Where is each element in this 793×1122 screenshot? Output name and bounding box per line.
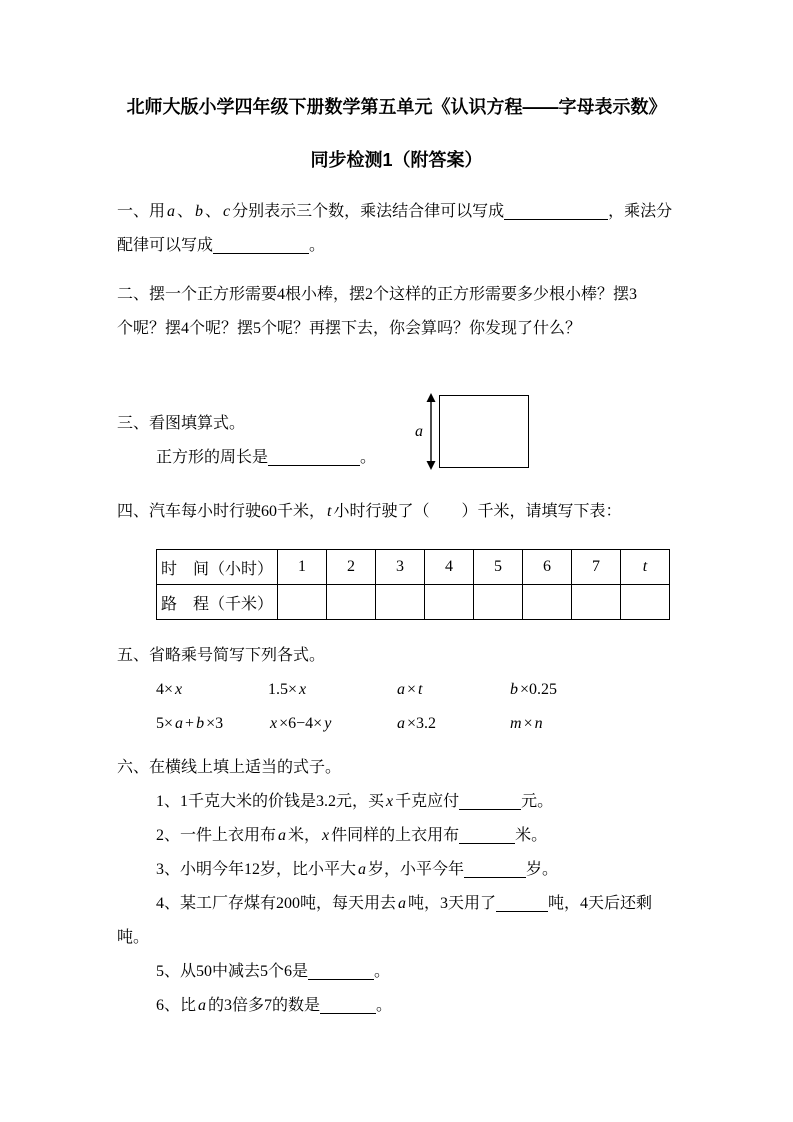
text-run: 一、用 <box>117 203 166 220</box>
text-run: + <box>185 715 195 732</box>
side-length-label: a <box>415 422 423 440</box>
text-run: 岁。 <box>526 861 559 878</box>
section-1-multiplication-laws <box>117 195 676 263</box>
answer-blank <box>459 793 521 810</box>
text-run: 4× <box>156 681 174 698</box>
answer-blank <box>504 203 608 220</box>
question-5-heading <box>117 639 676 673</box>
variable: a <box>397 681 405 698</box>
text-run: 5× <box>156 715 174 732</box>
expression-2 <box>268 673 395 707</box>
expression-3 <box>395 673 508 707</box>
text-run: 个呢？摆4个呢？摆5个呢？再摆下去，你会算吗？你发现了什么？ <box>117 320 582 337</box>
answer-blank <box>268 449 360 466</box>
time-cell: 2 <box>327 550 376 585</box>
variable: b <box>510 681 518 698</box>
question-6-heading <box>117 751 676 785</box>
variable: x <box>175 681 183 698</box>
text-run: 、 <box>205 203 222 220</box>
time-cell: 7 <box>572 550 621 585</box>
variable: b <box>196 715 205 732</box>
text-run: × <box>523 715 533 732</box>
expression-grid <box>156 673 676 741</box>
variable: x <box>299 681 307 698</box>
text-run: 四、汽车每小时行驶60千米， <box>117 503 326 520</box>
answer-cell <box>278 585 327 620</box>
text-run: 米， <box>288 827 321 844</box>
variable: m <box>510 715 522 732</box>
question-2-text <box>117 278 676 346</box>
expression-5 <box>156 707 268 741</box>
question-4-text <box>117 495 676 529</box>
time-distance-table <box>156 549 670 620</box>
variable: a <box>397 715 405 732</box>
text-run: 3、小明今年12岁，比小平大 <box>156 861 357 878</box>
expression-8 <box>508 707 676 741</box>
variable: a <box>175 715 184 732</box>
text-run: 的3倍多7的数是 <box>208 997 321 1014</box>
fill-item-6 <box>117 989 676 1023</box>
time-cell-variable: t <box>621 550 670 585</box>
time-cell: 6 <box>523 550 572 585</box>
text-run: 二、摆一个正方形需要4根小棒，摆2个这样的正方形需要多少根小棒？摆3 <box>117 286 638 303</box>
text-run: ×3 <box>206 715 224 732</box>
variable: b <box>195 203 204 220</box>
text-run: 5、从50中减去5个6是 <box>156 963 309 980</box>
answer-blank <box>496 895 548 912</box>
text-run: 件同样的上衣用布 <box>331 827 460 844</box>
title-line-2: 同步检测1（附答案） <box>310 150 483 170</box>
text-run: ×0.25 <box>520 681 558 698</box>
section-4-distance-table <box>117 495 676 620</box>
document-title <box>117 90 676 177</box>
section-3-figure-expression <box>117 407 676 475</box>
question-1-text <box>117 195 676 263</box>
answer-cell <box>572 585 621 620</box>
time-cell: 4 <box>425 550 474 585</box>
variable: a <box>398 895 407 912</box>
row-header-distance: 路 程（千米） <box>157 585 278 620</box>
variable: a <box>358 861 367 878</box>
section-6-fill-blanks <box>117 751 676 1023</box>
variable: t <box>327 503 332 520</box>
text-run: 吨。 <box>117 929 150 946</box>
text-run: 六、在横线上填上适当的式子。 <box>117 759 342 776</box>
answer-blank <box>464 861 526 878</box>
expression-4 <box>508 673 676 707</box>
text-run: 吨，3天用了 <box>408 895 497 912</box>
variable: n <box>534 715 543 732</box>
text-run: ，乘法分 <box>608 203 673 220</box>
table-row-time <box>157 550 670 585</box>
answer-blank <box>308 963 374 980</box>
section-2-sticks-squares <box>117 278 676 346</box>
variable: c <box>223 203 231 220</box>
text-run: 元。 <box>521 793 554 810</box>
variable: a <box>167 203 176 220</box>
text-run: 1、1千克大米的价钱是3.2元，买 <box>156 793 385 810</box>
text-run: 。 <box>309 237 326 254</box>
text-run: ×6−4× <box>279 715 323 732</box>
answer-cell <box>425 585 474 620</box>
text-run: 1.5× <box>268 681 298 698</box>
square-figure <box>415 393 529 470</box>
variable: x <box>322 827 330 844</box>
text-run: 小时行驶了（ ）千米，请填写下表： <box>333 503 622 520</box>
text-run: 2、一件上衣用布 <box>156 827 277 844</box>
text-run: 。 <box>374 963 391 980</box>
answer-blank <box>320 997 376 1014</box>
answer-cell <box>376 585 425 620</box>
answer-cell <box>523 585 572 620</box>
answer-blank <box>213 237 309 254</box>
vertical-double-arrow-icon <box>425 393 437 470</box>
answer-cell <box>474 585 523 620</box>
text-run: 6、比 <box>156 997 197 1014</box>
text-run: 正方形的周长是 <box>156 449 269 466</box>
fill-item-1 <box>117 785 676 819</box>
time-cell: 5 <box>474 550 523 585</box>
expression-6 <box>268 707 395 741</box>
text-run: 4、某工厂存煤有200吨，每天用去 <box>156 895 397 912</box>
variable: x <box>386 793 394 810</box>
text-run: 五、省略乘号简写下列各式。 <box>117 647 326 664</box>
square-shape <box>439 395 529 468</box>
text-run: 岁，小平今年 <box>368 861 465 878</box>
answer-cell <box>621 585 670 620</box>
variable: a <box>278 827 287 844</box>
time-cell: 3 <box>376 550 425 585</box>
variable: t <box>418 681 423 698</box>
expression-1 <box>156 673 268 707</box>
text-run: 配律可以写成 <box>117 237 214 254</box>
variable: a <box>198 997 207 1014</box>
section-5-simplify-expressions <box>117 639 676 741</box>
text-run: × <box>407 681 417 698</box>
title-line-1: 北师大版小学四年级下册数学第五单元《认识方程——字母表示数》 <box>126 97 667 117</box>
answer-blank <box>459 827 515 844</box>
answer-cell <box>327 585 376 620</box>
time-cell: 1 <box>278 550 327 585</box>
expression-7 <box>395 707 508 741</box>
row-header-time: 时 间（小时） <box>157 550 278 585</box>
fill-item-3 <box>117 853 676 887</box>
text-run: 分别表示三个数，乘法结合律可以写成 <box>232 203 505 220</box>
text-run: 。 <box>376 997 393 1014</box>
text-run: 千克应付 <box>395 793 460 810</box>
text-run: 、 <box>177 203 194 220</box>
text-run: ×3.2 <box>407 715 437 732</box>
table-row-distance <box>157 585 670 620</box>
text-run: 米。 <box>515 827 548 844</box>
variable: y <box>324 715 332 732</box>
variable: x <box>270 715 278 732</box>
fill-item-2 <box>117 819 676 853</box>
fill-item-5 <box>117 955 676 989</box>
question-3-heading <box>117 407 676 441</box>
text-run: 。 <box>360 449 377 466</box>
fill-item-4 <box>117 887 676 955</box>
text-run: 吨，4天后还剩 <box>548 895 653 912</box>
text-run: 三、看图填算式。 <box>117 415 246 432</box>
